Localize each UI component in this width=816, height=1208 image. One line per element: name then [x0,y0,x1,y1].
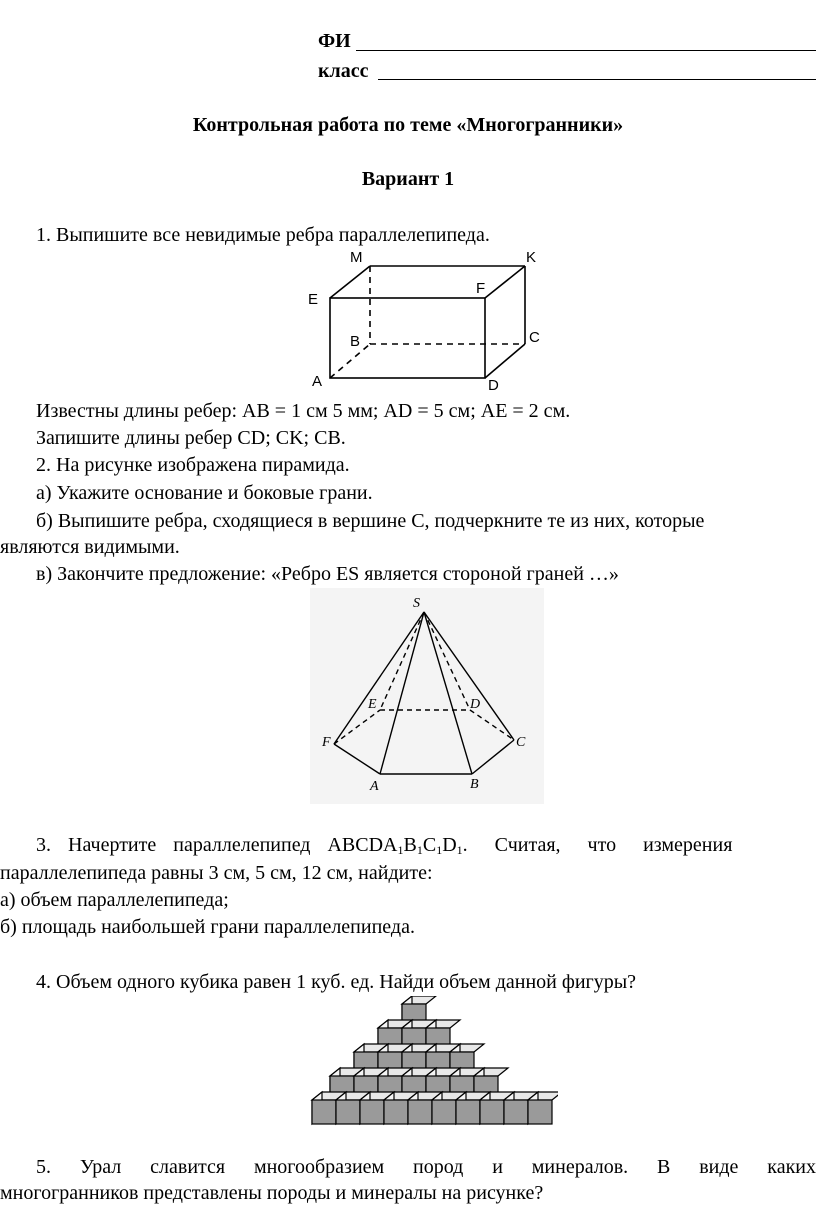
class-label: класс [318,60,369,82]
vertex-label-d: D [488,377,499,394]
pyramid-figure [310,588,544,804]
cube-front [336,1100,360,1124]
subscript-2: 1 [416,843,423,857]
letter-d: D [442,834,457,856]
task3-prefix-text [36,832,732,858]
cube-front [480,1100,504,1124]
cube-front [408,1100,432,1124]
cube-front [528,1100,552,1124]
task3-line1 [36,832,816,858]
vertex-label-s: S [413,596,420,611]
vertex-label-e: E [368,697,377,712]
vertex-label-d: D [470,697,481,712]
vertex-label-a: A [312,373,323,390]
task2-question: 2. На рисунке изображена пирамида. [36,454,350,476]
letter-b: B [403,834,417,856]
vertex-label-m: M [350,249,363,266]
task3-suffix: . Считая, что измерения [462,834,733,856]
cube-front [384,1100,408,1124]
vertex-label-k: K [526,249,537,266]
vertex-label-c: C [529,329,540,346]
task3-item-a: а) объем параллелепипеда; [0,889,229,911]
name-line[interactable] [356,50,816,51]
subscript-3: 1 [436,843,443,857]
task5-line1: 5. Урал славится многообразием пород и минералов. В виде каких [36,1156,816,1178]
subscript-4: 1 [456,843,463,857]
task2-item-c: в) Закончите предложение: «Ребро ES является стороной граней …» [36,563,619,585]
vertex-label-a: A [370,779,379,794]
class-line[interactable] [378,79,816,80]
cube-front [456,1100,480,1124]
vertex-label-f: F [476,280,486,297]
vertex-label-b: B [350,333,361,350]
task2-item-a: а) Укажите основание и боковые грани. [36,482,373,504]
cube-front [432,1100,456,1124]
cube-front [504,1100,528,1124]
letter-c: C [422,834,437,856]
vertex-label-e: E [308,291,319,308]
cube-front [312,1100,336,1124]
task3-item-b: б) площадь наибольшей грани параллелепипеда. [0,916,415,938]
task3-line2: параллелепипеда равны 3 см, 5 см, 12 см, найдите: [0,862,433,884]
cube-front [360,1100,384,1124]
variant-title: Вариант 1 [361,168,455,190]
name-label: ФИ [318,30,351,52]
task2-item-b-line2: являются видимыми. [0,536,180,558]
task1-given: Известны длины ребер: AB = 1 см 5 мм; AD = 5 см; AE = 2 см. [36,400,571,422]
task4-question: 4. Объем одного кубика равен 1 куб. ед. Найди объем данной фигуры? [36,971,637,993]
subscript-1: 1 [397,843,404,857]
task1-question: 1. Выпишите все невидимые ребра параллелепипеда. [36,224,490,246]
task2-item-b-line1: б) Выпишите ребра, сходящиеся в вершине С, подчеркните те из них, которые [36,510,705,532]
task3-prefix: 3. Начертите параллелепипед ABCDA [36,834,398,856]
parallelepiped-figure [300,246,560,396]
cubes-figure [308,996,558,1126]
vertex-label-b: B [470,777,479,792]
task1-ask: Запишите длины ребер CD; CK; CB. [36,427,346,449]
task5-line2: многогранников представлены породы и минералы на рисунке? [0,1182,544,1204]
vertex-label-f: F [322,735,331,750]
page-title: Контрольная работа по теме «Многогранники» [192,114,624,136]
vertex-label-c: C [516,735,526,750]
